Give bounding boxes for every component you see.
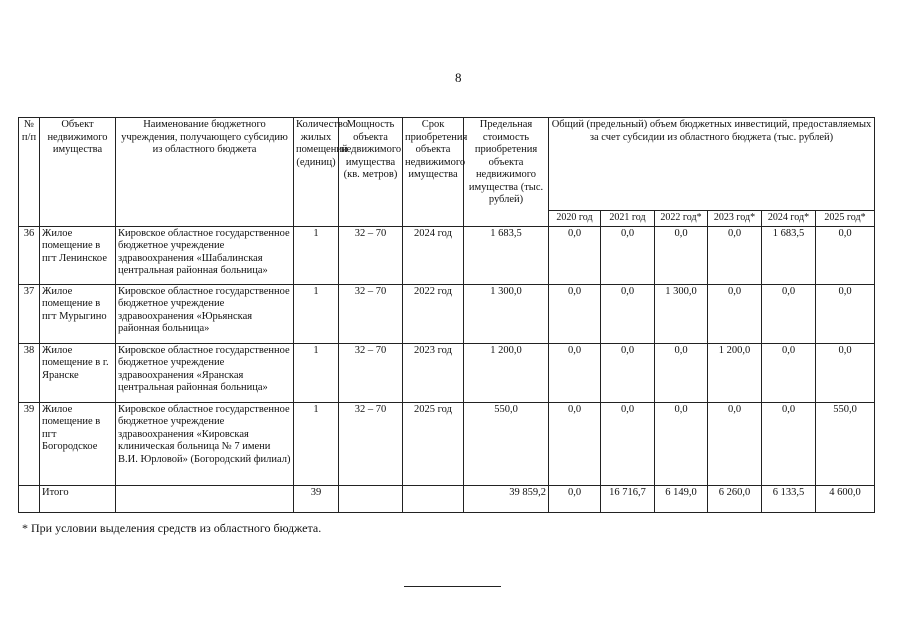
row-value: 0,0 [549, 226, 601, 284]
total-value: 6 149,0 [655, 485, 708, 512]
row-value: 1 683,5 [762, 226, 816, 284]
row-object: Жилое помещение в пгт Мурыгино [40, 284, 116, 343]
row-term: 2023 год [403, 343, 464, 402]
row-quantity: 1 [294, 226, 339, 284]
row-object: Жилое помещение в пгт Ленинское [40, 226, 116, 284]
row-quantity: 1 [294, 284, 339, 343]
row-capacity: 32 – 70 [339, 343, 403, 402]
row-value: 550,0 [816, 402, 875, 485]
row-institution: Кировское областное государственное бюджетное учреждение здравоохранения «Шабалинская центральная районная больница» [116, 226, 294, 284]
header-capacity: Мощность объекта недвижимого имущества (кв. метров) [339, 118, 403, 227]
total-value: 0,0 [549, 485, 601, 512]
row-value: 0,0 [601, 284, 655, 343]
row-value: 0,0 [762, 402, 816, 485]
investment-table [18, 117, 875, 513]
header-year: 2025 год* [816, 211, 875, 227]
row-value: 0,0 [816, 284, 875, 343]
header-year: 2023 год* [708, 211, 762, 227]
row-value: 0,0 [655, 402, 708, 485]
row-num: 36 [19, 226, 40, 284]
row-value: 0,0 [601, 343, 655, 402]
header-year: 2024 год* [762, 211, 816, 227]
row-value: 0,0 [816, 343, 875, 402]
row-num: 38 [19, 343, 40, 402]
row-value: 0,0 [655, 226, 708, 284]
row-institution: Кировское областное государственное бюджетное учреждение здравоохранения «Яранская центральная районная больница» [116, 343, 294, 402]
row-capacity: 32 – 70 [339, 284, 403, 343]
total-value: 6 133,5 [762, 485, 816, 512]
row-term: 2024 год [403, 226, 464, 284]
row-value: 0,0 [708, 402, 762, 485]
row-term: 2025 год [403, 402, 464, 485]
row-value: 0,0 [601, 402, 655, 485]
total-value: 16 716,7 [601, 485, 655, 512]
bottom-divider [404, 586, 501, 587]
header-institution: Наименование бюджетного учреждения, получающего субсидию из областного бюджета [116, 118, 294, 227]
row-value: 0,0 [549, 343, 601, 402]
total-capacity-empty [339, 485, 403, 512]
row-max-cost: 1 200,0 [464, 343, 549, 402]
row-value: 0,0 [655, 343, 708, 402]
row-institution: Кировское областное государственное бюджетное учреждение здравоохранения «Кировская клиническая больница № 7 имени В.И. Юрловой» (Богородский филиал) [116, 402, 294, 485]
row-value: 0,0 [762, 343, 816, 402]
table-header [19, 118, 875, 227]
row-max-cost: 1 300,0 [464, 284, 549, 343]
row-value: 1 200,0 [708, 343, 762, 402]
row-value: 0,0 [762, 284, 816, 343]
row-term: 2022 год [403, 284, 464, 343]
row-object: Жилое помещение в пгт Богородское [40, 402, 116, 485]
row-max-cost: 550,0 [464, 402, 549, 485]
total-max-cost: 39 859,2 [464, 485, 549, 512]
row-value: 0,0 [601, 226, 655, 284]
header-quantity: Количество жилых помещений (единиц) [294, 118, 339, 227]
row-capacity: 32 – 70 [339, 402, 403, 485]
row-object: Жилое помещение в г. Яранске [40, 343, 116, 402]
header-total-volume: Общий (предельный) объем бюджетных инвестиций, предоставляемых за счет субсидии из областного бюджета (тыс. рублей) [549, 118, 875, 211]
row-value: 0,0 [708, 226, 762, 284]
page-number: 8 [455, 70, 462, 85]
total-value: 6 260,0 [708, 485, 762, 512]
row-value: 0,0 [549, 284, 601, 343]
header-year: 2021 год [601, 211, 655, 227]
header-num: № п/п [19, 118, 40, 227]
table-row [19, 226, 875, 284]
row-num: 37 [19, 284, 40, 343]
total-value: 4 600,0 [816, 485, 875, 512]
total-label: Итого [40, 485, 116, 512]
row-value: 0,0 [708, 284, 762, 343]
total-row [19, 485, 875, 512]
total-institution-empty [116, 485, 294, 512]
row-quantity: 1 [294, 343, 339, 402]
total-term-empty [403, 485, 464, 512]
row-num: 39 [19, 402, 40, 485]
total-quantity: 39 [294, 485, 339, 512]
table-row [19, 343, 875, 402]
row-quantity: 1 [294, 402, 339, 485]
header-term: Срок приобретения объекта недвижимого имущества [403, 118, 464, 227]
row-value: 0,0 [816, 226, 875, 284]
row-value: 0,0 [549, 402, 601, 485]
row-institution: Кировское областное государственное бюджетное учреждение здравоохранения «Юрьянская районная больница» [116, 284, 294, 343]
footnote: * При условии выделения средств из областного бюджета. [22, 521, 322, 535]
row-value: 1 300,0 [655, 284, 708, 343]
row-capacity: 32 – 70 [339, 226, 403, 284]
header-object: Объект недвижимого имущества [40, 118, 116, 227]
total-num-empty [19, 485, 40, 512]
header-year: 2020 год [549, 211, 601, 227]
header-max-cost: Предельная стоимость приобретения объекта недвижимого имущества (тыс. рублей) [464, 118, 549, 227]
header-year: 2022 год* [655, 211, 708, 227]
row-max-cost: 1 683,5 [464, 226, 549, 284]
table-row [19, 402, 875, 485]
table-row [19, 284, 875, 343]
